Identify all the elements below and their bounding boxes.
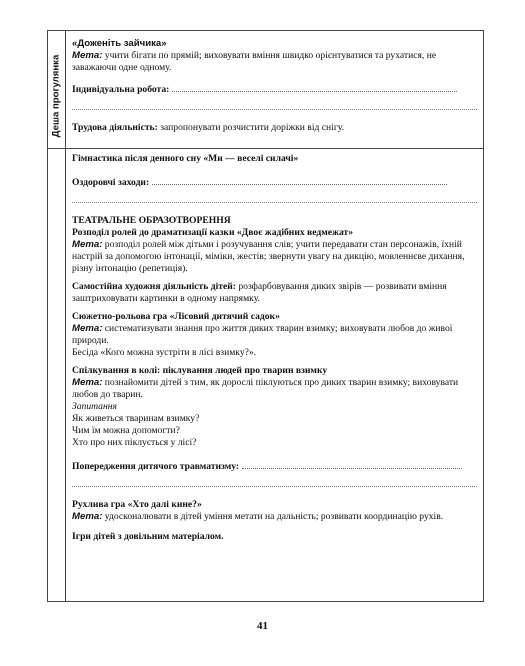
side-label <box>48 37 65 155</box>
walk-section <box>72 38 477 134</box>
individual-label: Індивідуальна робота: <box>72 84 170 95</box>
circle-heading: Спілкування в колі: піклування людей про тварин взимку <box>72 365 328 376</box>
health-measures <box>72 175 477 189</box>
questions-label: Запитання <box>72 401 117 412</box>
role-game-title: «Лісовий дитячий садок» <box>169 311 280 322</box>
goal-text: удосконалювати в дітей уміння метати на дальність; розвивати координацію рухів. <box>104 511 444 522</box>
circle-goal <box>72 377 477 401</box>
labor-text: запропонувати розчистити доріжки від снігу. <box>160 122 345 133</box>
role-goal <box>72 323 477 347</box>
individual-work <box>72 82 477 96</box>
goal-text: розподіл ролей між дітьми і розучування слів; учити передавати стан персонажів, їхній настрій за допомогою інтонації, міміки, жестів; звернути увагу на дикцію, мовленнєве дихання, різну інтонацію (репетиція). <box>72 239 465 274</box>
labor-activity <box>72 122 477 134</box>
theatre-heading: ТЕАТРАЛЬНЕ ОБРАЗОТВОРЕННЯ <box>72 215 231 226</box>
trauma-label: Попередження дитячого травматизму: <box>72 461 240 472</box>
theatre-subheading: Розподіл ролей до драматизації казки «Двоє жадібних ведмежат» <box>72 227 354 238</box>
page-number: 41 <box>257 620 268 632</box>
goal-label: Мета: <box>72 50 103 61</box>
question-item: Як живеться тваринам взимку? <box>72 413 200 424</box>
dotted-line <box>152 175 447 185</box>
plan-table <box>47 30 484 602</box>
goal-text: познайомити дітей з тим, як дорослі піклуються про диких тварин взимку; виховувати любов до тварин. <box>72 377 459 400</box>
game-goal <box>72 50 477 74</box>
art-label: Самостійна художня діяльність дітей: <box>72 281 236 292</box>
goal-label: Мета: <box>72 239 103 250</box>
side-label-text: Деша прогулянка <box>50 54 62 138</box>
goal-text: систематизувати знання про життя диких тварин взимку; виховувати любов до живої природи. <box>72 323 453 346</box>
role-talk: Бесіда «Кого можна зустріти в лісі взимку?». <box>72 347 257 358</box>
goal-label: Мета: <box>72 377 103 388</box>
goal-label: Мета: <box>72 323 103 334</box>
role-game-label: Сюжетно-рольова гра <box>72 311 168 322</box>
question-item: Хто про них піклується у лісі? <box>72 437 197 448</box>
trauma-prevention <box>72 459 477 473</box>
dotted-line <box>172 82 457 92</box>
health-label: Оздоровчі заходи: <box>72 177 150 188</box>
free-games: Ігри дітей з довільним матеріалом. <box>72 531 224 542</box>
goal-text: учити бігати по прямій; виховувати вміння швидко орієнтуватися та рухатися, не заважаючи одне одному. <box>72 50 437 73</box>
labor-label: Трудова діяльність: <box>72 122 158 133</box>
theatre-goal <box>72 239 477 275</box>
mobile-goal <box>72 511 477 523</box>
row-divider <box>48 148 483 149</box>
evening-section <box>72 153 477 543</box>
art-activity <box>72 281 477 305</box>
dotted-line <box>242 459 462 469</box>
gymnastics: Гімнастика після денного сну «Ми — веселі силачі» <box>72 153 299 164</box>
mobile-game: Рухлива гра «Хто далі кине?» <box>72 499 202 510</box>
role-game <box>72 311 477 323</box>
goal-label: Мета: <box>72 511 103 522</box>
art-text: розфарбовування диких звірів — розвивати вміння заштриховувати картинки в одному напрямку. <box>72 281 447 304</box>
game-title: «Доженіть зайчика» <box>72 38 167 49</box>
question-item: Чим їм можна допомогти? <box>72 425 180 436</box>
